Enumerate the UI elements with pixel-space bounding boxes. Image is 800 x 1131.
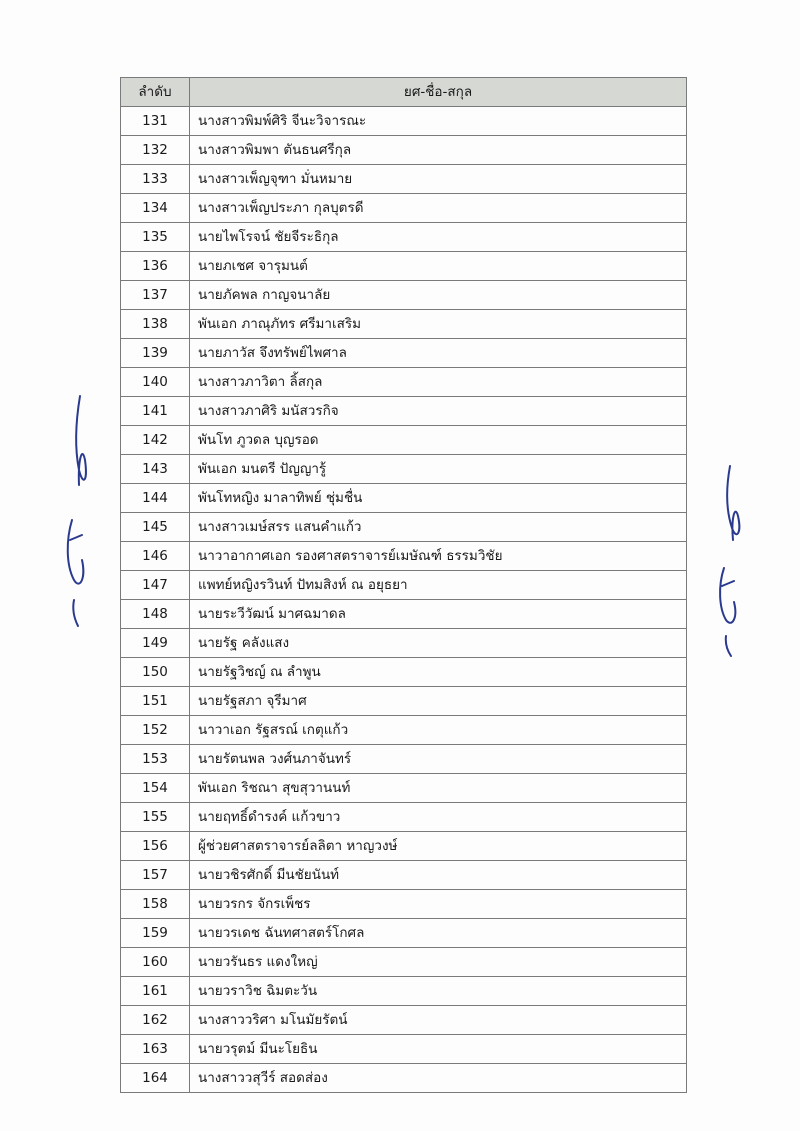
handwritten-signature-right bbox=[706, 460, 756, 660]
full-name-cell: นางสาวภาศิริ มนัสวรกิจ bbox=[190, 397, 687, 426]
full-name-cell: พันโท ภูวดล บุญรอด bbox=[190, 426, 687, 455]
table-row bbox=[121, 252, 687, 281]
full-name-cell: พันเอก ภาณุภัทร ศรีมาเสริม bbox=[190, 310, 687, 339]
table-row bbox=[121, 455, 687, 484]
header-row bbox=[121, 78, 687, 107]
order-number-cell: 146 bbox=[121, 542, 190, 571]
table-row bbox=[121, 948, 687, 977]
table-row bbox=[121, 977, 687, 1006]
order-number-cell: 132 bbox=[121, 136, 190, 165]
order-number-cell: 145 bbox=[121, 513, 190, 542]
full-name-cell: นายภาวัส จึงทรัพย์ไพศาล bbox=[190, 339, 687, 368]
table-row bbox=[121, 194, 687, 223]
full-name-cell: นายภเชศ จารุมนต์ bbox=[190, 252, 687, 281]
full-name-cell: นายวรกร จักรเพ็ชร bbox=[190, 890, 687, 919]
full-name-cell: ผู้ช่วยศาสตราจารย์ลลิตา หาญวงษ์ bbox=[190, 832, 687, 861]
roster-header bbox=[121, 78, 687, 107]
roster-body bbox=[121, 107, 687, 1093]
order-number-cell: 144 bbox=[121, 484, 190, 513]
table-row bbox=[121, 426, 687, 455]
full-name-cell: นางสาววสุวีร์ สอดส่อง bbox=[190, 1064, 687, 1093]
table-row bbox=[121, 629, 687, 658]
full-name-cell: นางสาวพิมพ์ศิริ จีนะวิจารณะ bbox=[190, 107, 687, 136]
order-number-cell: 147 bbox=[121, 571, 190, 600]
full-name-cell: นางสาวเพ็ญประภา กุลบุตรดี bbox=[190, 194, 687, 223]
name-roster-table bbox=[120, 77, 687, 1093]
order-number-cell: 134 bbox=[121, 194, 190, 223]
table-row bbox=[121, 571, 687, 600]
order-number-cell: 131 bbox=[121, 107, 190, 136]
full-name-cell: นายรัฐสภา จุรีมาศ bbox=[190, 687, 687, 716]
order-column-header: ลำดับ bbox=[121, 78, 190, 107]
order-number-cell: 138 bbox=[121, 310, 190, 339]
full-name-cell: นายภัคพล กาญจนาลัย bbox=[190, 281, 687, 310]
table-row bbox=[121, 542, 687, 571]
table-row bbox=[121, 513, 687, 542]
order-number-cell: 150 bbox=[121, 658, 190, 687]
full-name-cell: นายวรุตม์ มีนะโยธิน bbox=[190, 1035, 687, 1064]
order-number-cell: 153 bbox=[121, 745, 190, 774]
full-name-cell: นาวาอากาศเอก รองศาสตราจารย์เมษัณฑ์ ธรรมวิชัย bbox=[190, 542, 687, 571]
full-name-cell: นายไพโรจน์ ชัยจีระธิกุล bbox=[190, 223, 687, 252]
order-number-cell: 137 bbox=[121, 281, 190, 310]
table-row bbox=[121, 716, 687, 745]
table-row bbox=[121, 774, 687, 803]
full-name-cell: นายวชิรศักดิ์ มีนชัยนันท์ bbox=[190, 861, 687, 890]
order-number-cell: 149 bbox=[121, 629, 190, 658]
table-row bbox=[121, 745, 687, 774]
order-number-cell: 140 bbox=[121, 368, 190, 397]
table-row bbox=[121, 861, 687, 890]
table-row bbox=[121, 223, 687, 252]
order-number-cell: 156 bbox=[121, 832, 190, 861]
full-name-cell: นายรัตนพล วงศ์นภาจันทร์ bbox=[190, 745, 687, 774]
full-name-cell: พันเอก ริชณา สุขสุวานนท์ bbox=[190, 774, 687, 803]
full-name-cell: นางสาวภาวิตา ลิ้สกุล bbox=[190, 368, 687, 397]
full-name-cell: นาวาเอก รัฐสรณ์ เกตุแก้ว bbox=[190, 716, 687, 745]
table-row bbox=[121, 1006, 687, 1035]
table-row bbox=[121, 1035, 687, 1064]
table-row bbox=[121, 310, 687, 339]
table-row bbox=[121, 919, 687, 948]
full-name-cell: นายระวีวัฒน์ มาศฉมาดล bbox=[190, 600, 687, 629]
table-row bbox=[121, 107, 687, 136]
full-name-cell: นายวราวิช ฉิมตะวัน bbox=[190, 977, 687, 1006]
full-name-cell: นายฤทธิ์ดำรงค์ แก้วขาว bbox=[190, 803, 687, 832]
order-number-cell: 162 bbox=[121, 1006, 190, 1035]
order-number-cell: 141 bbox=[121, 397, 190, 426]
table-row bbox=[121, 890, 687, 919]
order-number-cell: 148 bbox=[121, 600, 190, 629]
order-number-cell: 158 bbox=[121, 890, 190, 919]
table-row bbox=[121, 339, 687, 368]
table-row bbox=[121, 281, 687, 310]
full-name-cell: นายรัฐ คลังแสง bbox=[190, 629, 687, 658]
order-number-cell: 151 bbox=[121, 687, 190, 716]
table-row bbox=[121, 165, 687, 194]
table-row bbox=[121, 136, 687, 165]
order-number-cell: 163 bbox=[121, 1035, 190, 1064]
order-number-cell: 139 bbox=[121, 339, 190, 368]
full-name-cell: นายรัฐวิชญ์ ณ ลำพูน bbox=[190, 658, 687, 687]
table-row bbox=[121, 600, 687, 629]
table-row bbox=[121, 1064, 687, 1093]
order-number-cell: 143 bbox=[121, 455, 190, 484]
order-number-cell: 157 bbox=[121, 861, 190, 890]
full-name-cell: แพทย์หญิงรวินท์ ปัทมสิงห์ ณ อยุธยา bbox=[190, 571, 687, 600]
order-number-cell: 136 bbox=[121, 252, 190, 281]
order-number-cell: 159 bbox=[121, 919, 190, 948]
table-row bbox=[121, 687, 687, 716]
order-number-cell: 155 bbox=[121, 803, 190, 832]
full-name-cell: นางสาวเพ็ญจุฑา มั่นหมาย bbox=[190, 165, 687, 194]
name-column-header: ยศ-ชื่อ-สกุล bbox=[190, 78, 687, 107]
order-number-cell: 161 bbox=[121, 977, 190, 1006]
full-name-cell: นางสาวพิมพา ตันธนศรีกุล bbox=[190, 136, 687, 165]
table-row bbox=[121, 832, 687, 861]
full-name-cell: พันโทหญิง มาลาทิพย์ ชุ่มชื่น bbox=[190, 484, 687, 513]
order-number-cell: 164 bbox=[121, 1064, 190, 1093]
order-number-cell: 133 bbox=[121, 165, 190, 194]
full-name-cell: นายวรเดช ฉันทศาสตร์โกศล bbox=[190, 919, 687, 948]
handwritten-signature-left bbox=[52, 390, 102, 630]
full-name-cell: พันเอก มนตรี ปัญญารู้ bbox=[190, 455, 687, 484]
table-row bbox=[121, 368, 687, 397]
order-number-cell: 142 bbox=[121, 426, 190, 455]
table-row bbox=[121, 484, 687, 513]
order-number-cell: 160 bbox=[121, 948, 190, 977]
table-row bbox=[121, 803, 687, 832]
order-number-cell: 154 bbox=[121, 774, 190, 803]
order-number-cell: 152 bbox=[121, 716, 190, 745]
table-row bbox=[121, 397, 687, 426]
full-name-cell: นายวรันธร แดงใหญ่ bbox=[190, 948, 687, 977]
full-name-cell: นางสาววริศา มโนมัยรัตน์ bbox=[190, 1006, 687, 1035]
order-number-cell: 135 bbox=[121, 223, 190, 252]
table-row bbox=[121, 658, 687, 687]
full-name-cell: นางสาวเมษ์สรร แสนคำแก้ว bbox=[190, 513, 687, 542]
